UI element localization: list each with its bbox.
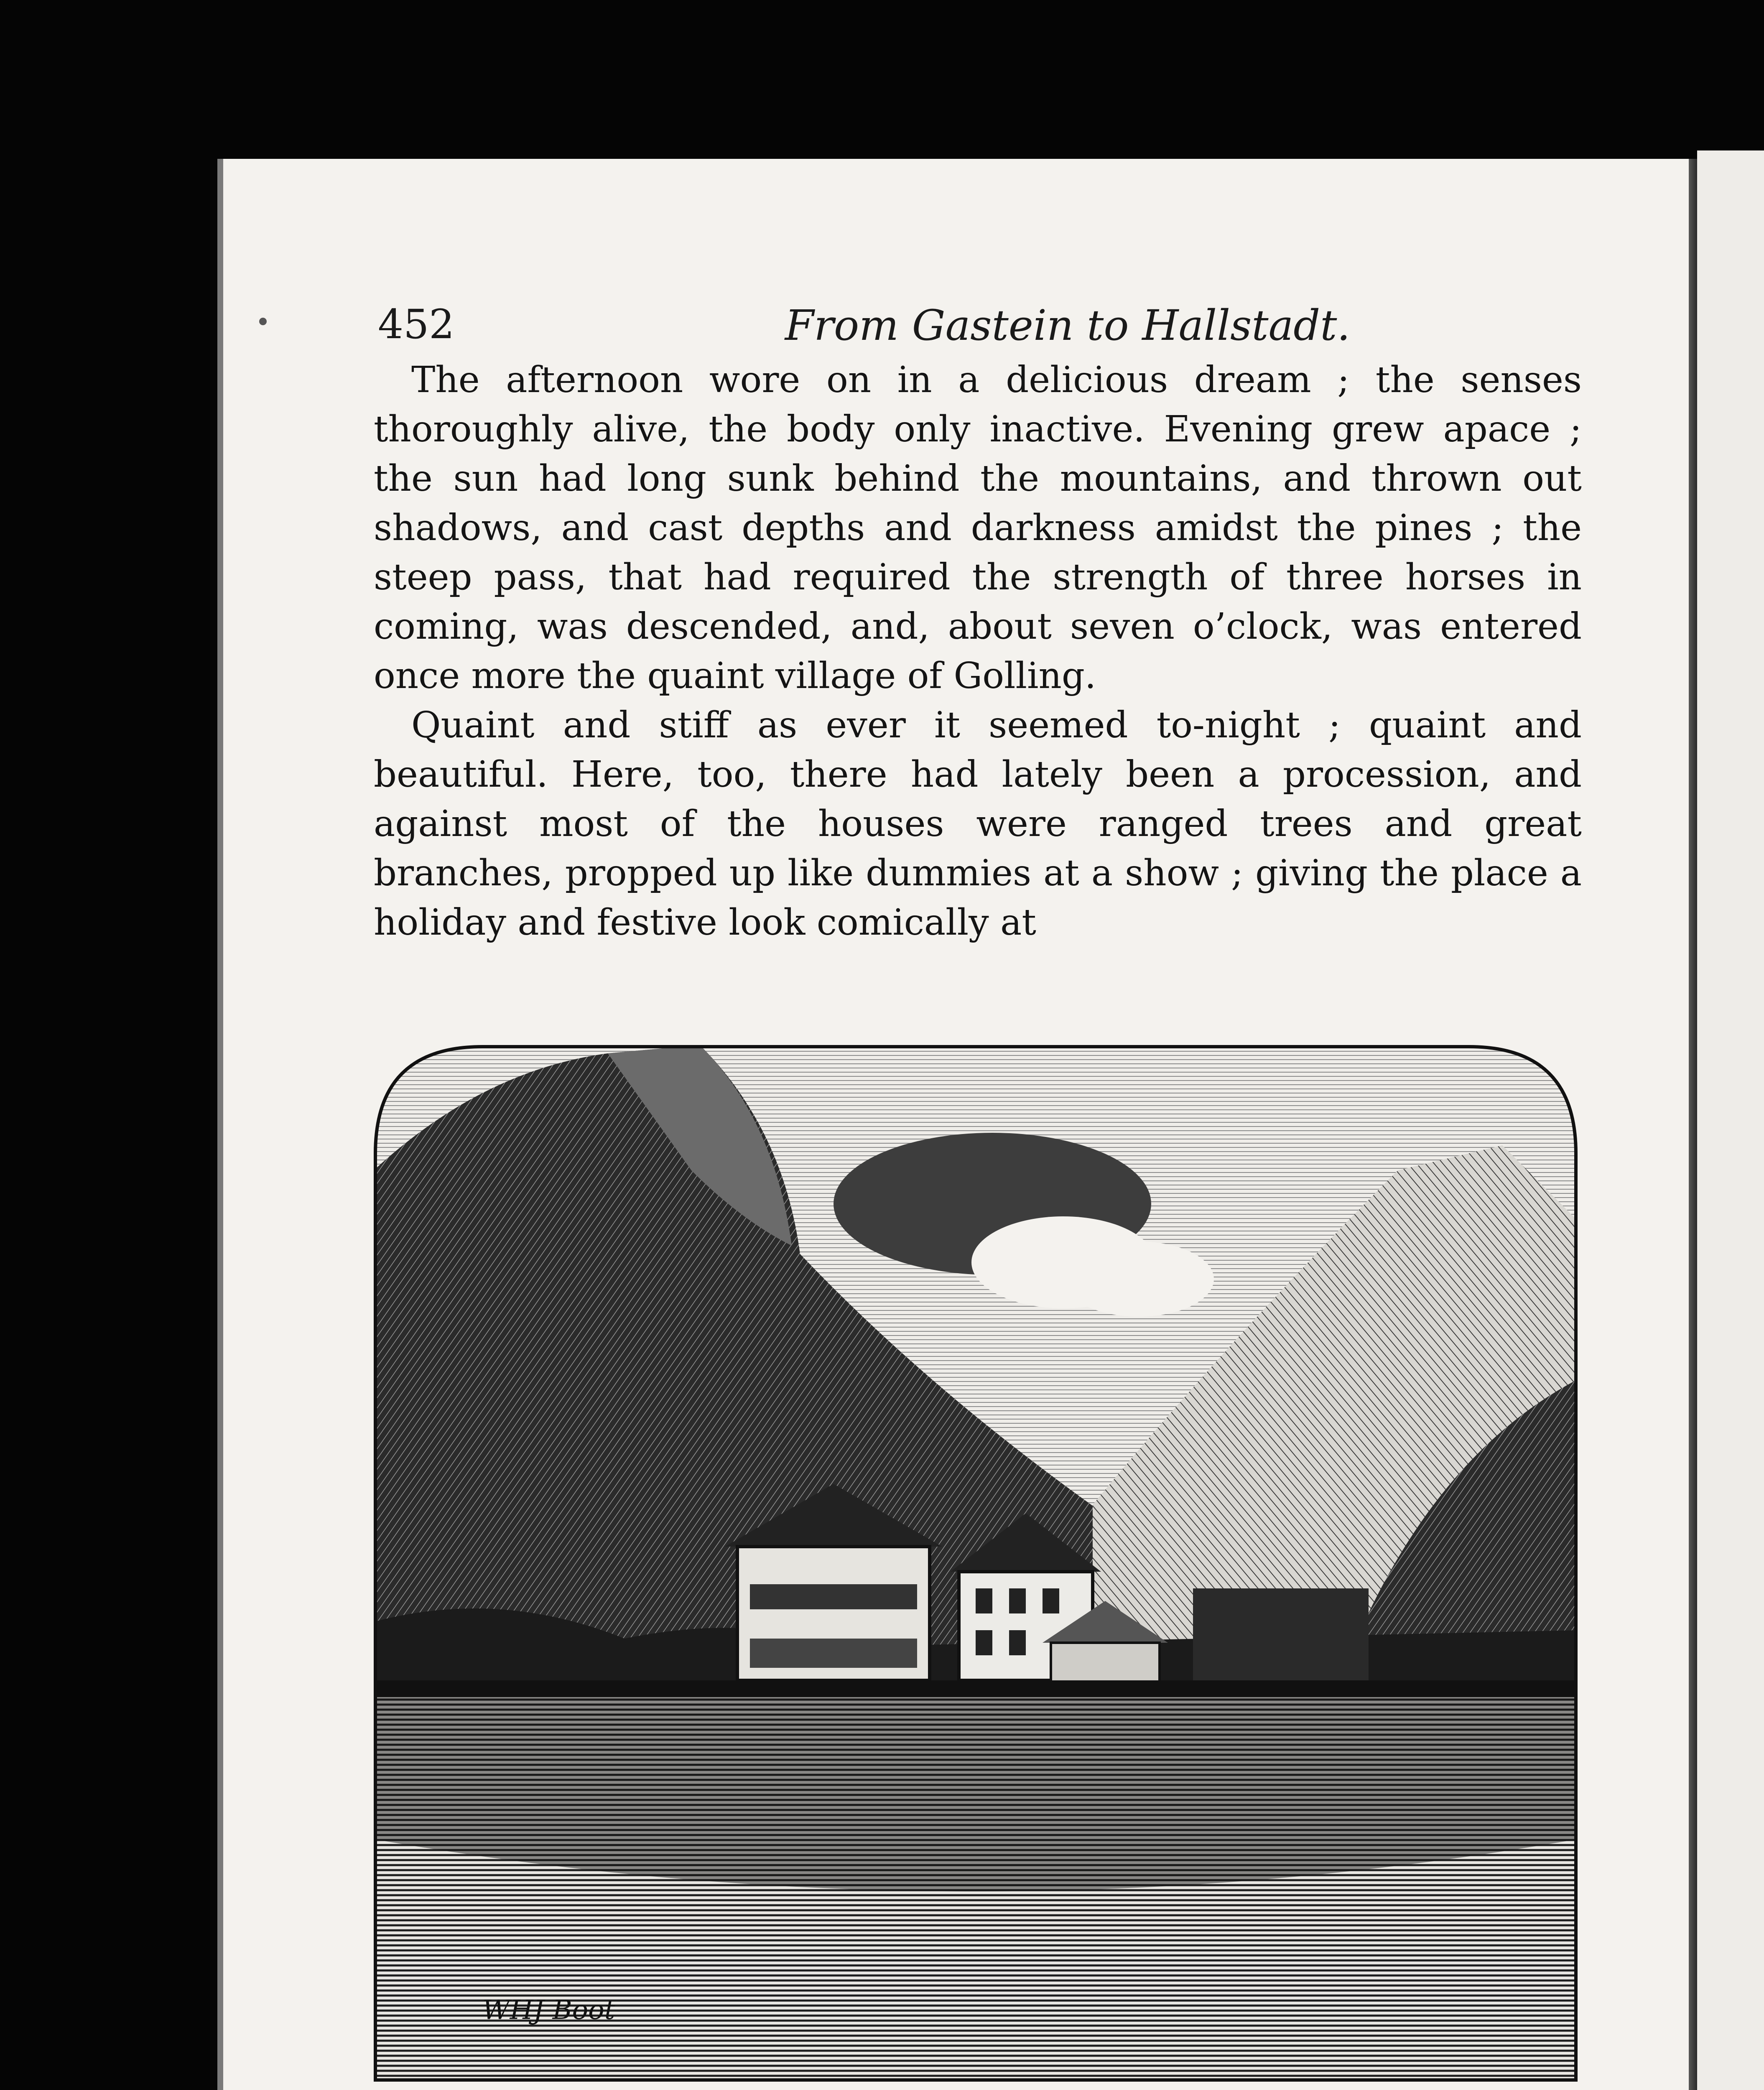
paragraph: The afternoon wore on in a delicious dream ; the senses thoroughly alive, the body only inactive. Evening grew apace ; the sun had long sunk behind the mountains, and thrown out shadows, and cast depths and darkness amidst the pines ; the steep pass, that had required the strength of three horses in coming, was descended, and, about seven o’clock, was entered once more the quaint village of Golling. xyxy=(374,359,1582,697)
body-text-top xyxy=(374,355,1582,947)
adjacent-page xyxy=(1697,150,1764,2090)
running-head xyxy=(378,284,1590,359)
book-page xyxy=(217,159,1689,2090)
artist-signature: WHJ Boot xyxy=(482,1995,615,2026)
page-number: 452 xyxy=(378,301,455,348)
running-title: From Gastein to Hallstadt. xyxy=(785,301,1351,350)
paragraph: Quaint and stiff as ever it seemed to-night ; quaint and beautiful. Here, too, there had lately been a procession, and against most of the houses were ranged trees and great branches, propped up like dummies at a show ; giving the place a holiday and festive look comically at xyxy=(374,704,1582,943)
engraving-illustration xyxy=(374,1045,1578,2082)
lake-hallstadt-engraving xyxy=(374,1045,1578,2082)
margin-speck xyxy=(259,318,267,325)
